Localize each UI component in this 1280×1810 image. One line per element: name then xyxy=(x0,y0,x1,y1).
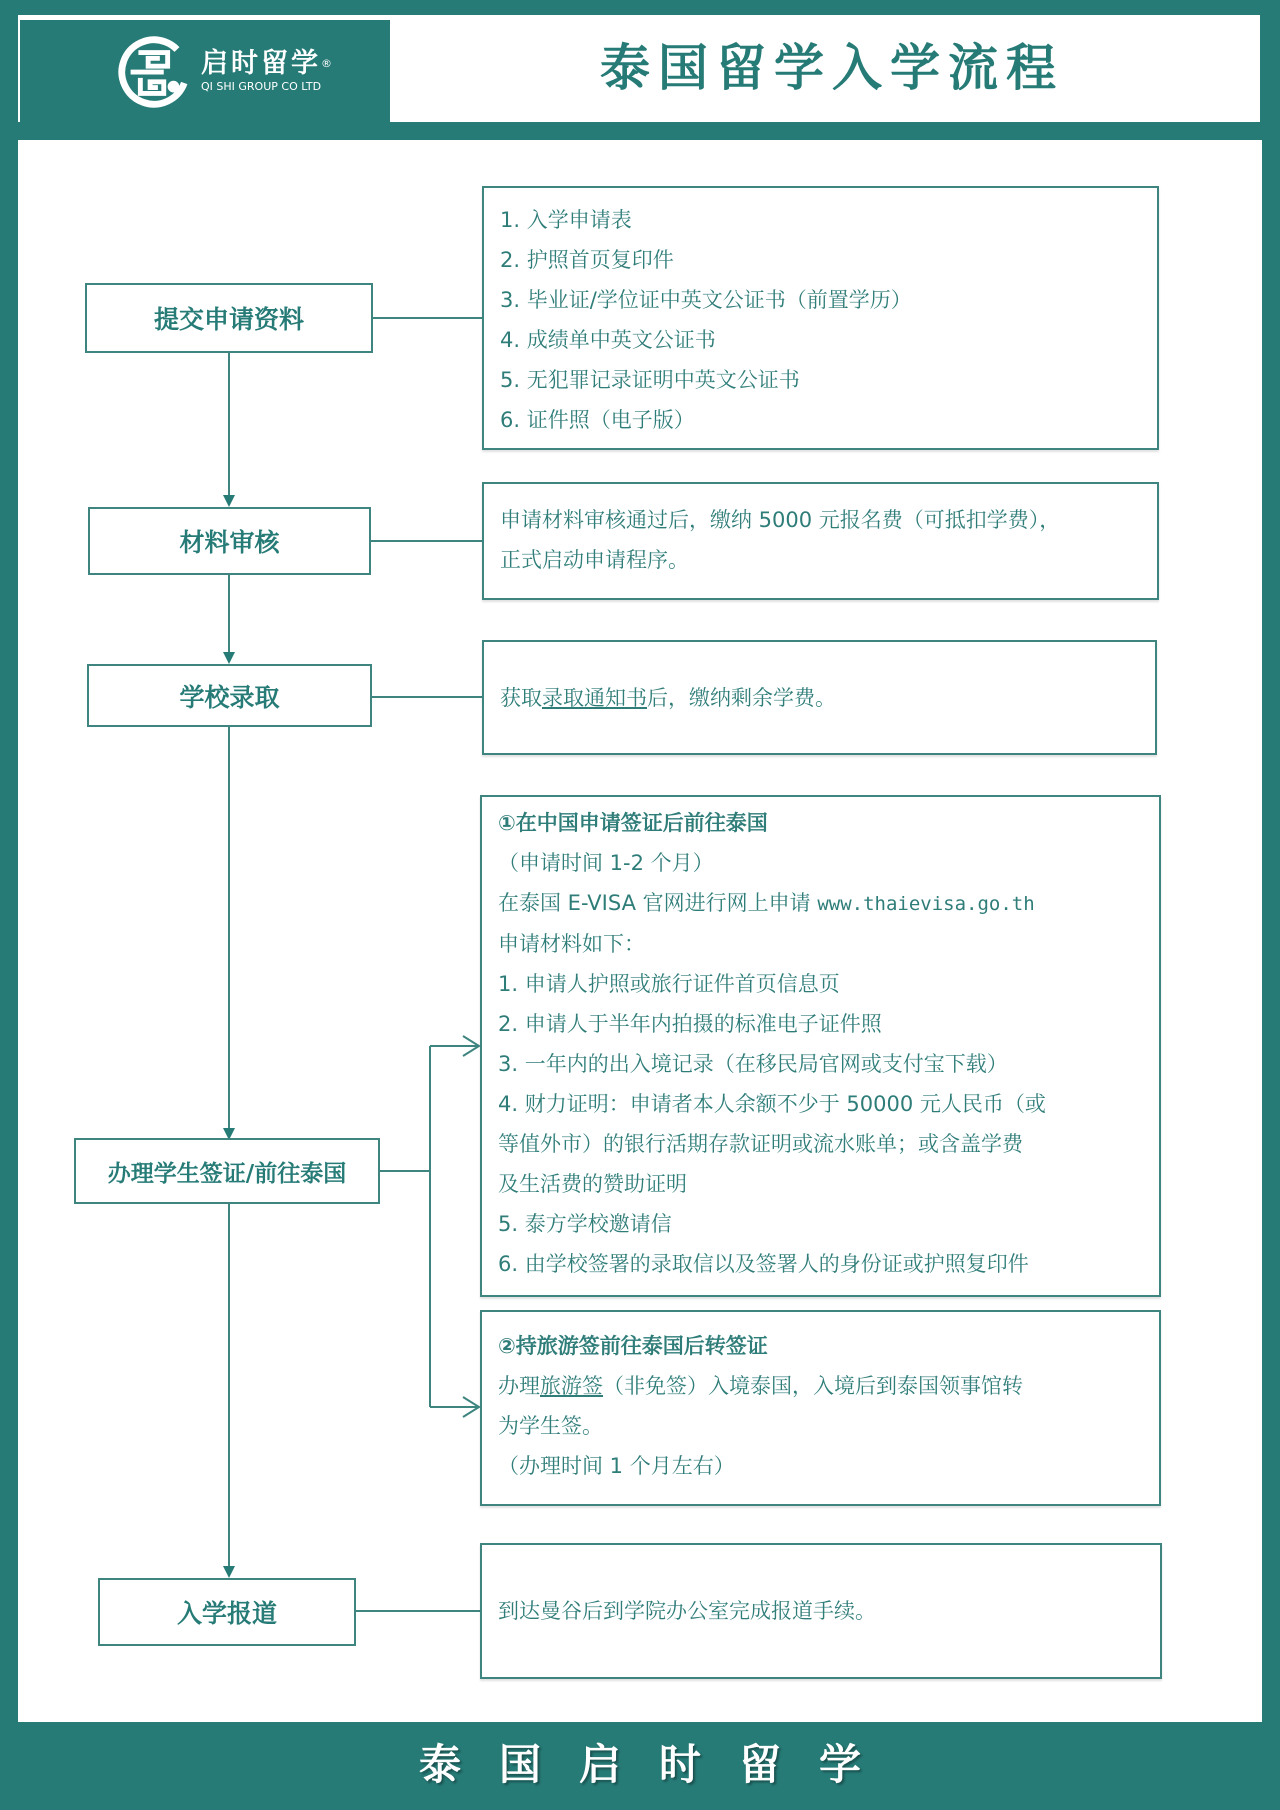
materials-label: 申请材料如下： xyxy=(498,932,645,956)
list-item: 1. 申请人护照或旅行证件首页信息页 xyxy=(498,972,840,996)
text-line: 获取录取通知书后，缴纳剩余学费。 xyxy=(500,685,836,710)
registered-mark: ® xyxy=(321,56,335,70)
list-item: 6. 证件照（电子版） xyxy=(500,408,695,432)
qishi-logo-icon xyxy=(115,33,193,111)
list-item: 3. 一年内的出入境记录（在移民局官网或支付宝下载） xyxy=(498,1052,1008,1076)
step-label: 办理学生签证/前往泰国 xyxy=(107,1160,347,1187)
tourist-visa-text: 旅游签 xyxy=(540,1374,603,1398)
text-line: 到达曼谷后到学院办公室完成报道手续。 xyxy=(498,1599,876,1623)
visa-option-2 xyxy=(480,1310,1161,1506)
footer-title: 泰国启时留学 xyxy=(418,1740,899,1789)
step-label: 材料审核 xyxy=(179,528,280,557)
step-student-visa xyxy=(74,1138,380,1204)
details-submit-application xyxy=(482,186,1159,450)
step-label: 学校录取 xyxy=(179,682,280,712)
step-submit-application xyxy=(85,283,373,353)
list-item: 及生活费的赞助证明 xyxy=(498,1172,687,1196)
list-item: 4. 财力证明：申请者本人余额不少于 50000 元人民币（或 xyxy=(498,1092,1046,1116)
text-line: 申请材料审核通过后，缴纳 5000 元报名费（可抵扣学费）， xyxy=(500,508,1061,532)
visa-option-1 xyxy=(480,795,1161,1297)
option-duration: （申请时间 1-2 个月） xyxy=(498,851,714,875)
list-item: 1. 入学申请表 xyxy=(500,208,632,232)
step-label: 入学报道 xyxy=(176,1599,277,1628)
option-heading: ②持旅游签前往泰国后转签证 xyxy=(498,1334,768,1358)
list-item: 2. 护照首页复印件 xyxy=(500,248,674,272)
logo-panel xyxy=(20,20,390,123)
text-line: 办理旅游签（非免签）入境泰国，入境后到泰国领事馆转 xyxy=(498,1374,1023,1398)
list-item: 2. 申请人于半年内拍摄的标准电子证件照 xyxy=(498,1012,882,1036)
list-item: 3. 毕业证/学位证中英文公证书（前置学历） xyxy=(500,288,912,312)
details-enrollment-registration xyxy=(480,1543,1162,1679)
list-item: 等值外市）的银行活期存款证明或流水账单；或含盖学费 xyxy=(498,1132,1023,1156)
list-item: 5. 泰方学校邀请信 xyxy=(498,1212,672,1236)
option-duration: （办理时间 1 个月左右） xyxy=(498,1454,735,1478)
text-line: 为学生签。 xyxy=(498,1414,603,1438)
logo-text xyxy=(201,49,335,95)
option-heading: ①在中国申请签证后前往泰国 xyxy=(498,811,768,835)
page-title: 泰国留学入学流程 xyxy=(600,38,1064,97)
logo-name-en: QI SHI GROUP CO LTD xyxy=(201,79,322,93)
details-school-admission xyxy=(482,640,1157,755)
step-enrollment-registration xyxy=(98,1578,356,1646)
list-item: 4. 成绩单中英文公证书 xyxy=(500,328,716,352)
details-material-review xyxy=(482,482,1159,600)
step-school-admission xyxy=(87,664,372,727)
logo-name-cn: 启时留学 xyxy=(201,47,321,79)
step-material-review xyxy=(88,507,371,575)
text-line: 正式启动申请程序。 xyxy=(500,548,689,572)
list-item: 5. 无犯罪记录证明中英文公证书 xyxy=(500,368,800,392)
step-label: 提交申请资料 xyxy=(153,305,304,334)
admission-notice-text: 录取通知书 xyxy=(542,685,647,710)
list-item: 6. 由学校签署的录取信以及签署人的身份证或护照复印件 xyxy=(498,1252,1029,1276)
option-apply-line: 在泰国 E-VISA 官网进行网上申请 www.thaievisa.go.th xyxy=(498,891,1035,915)
evisa-url: www.thaievisa.go.th xyxy=(817,893,1035,915)
